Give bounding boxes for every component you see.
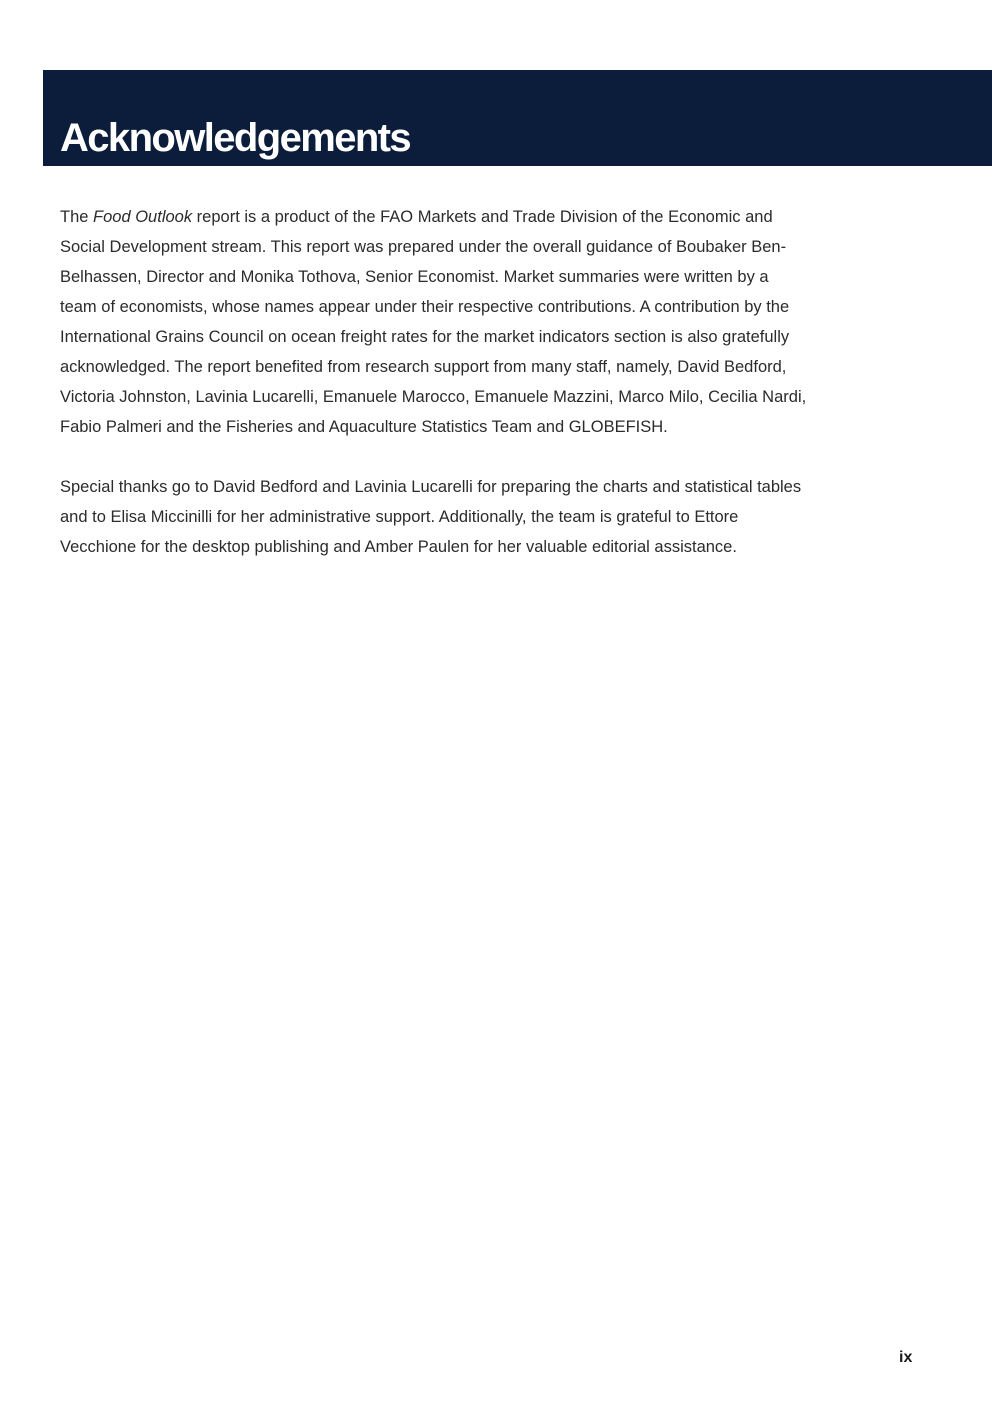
text-line: Social Development stream. This report was prepared under the overall guidance of Boubaker Ben-	[60, 238, 787, 256]
text-line: Vecchione for the desktop publishing and Amber Paulen for her valuable editorial assistance.	[60, 538, 737, 556]
report-title-italic: Food Outlook	[93, 208, 193, 226]
page-number: ix	[899, 1349, 913, 1366]
text-line: Fabio Palmeri and the Fisheries and Aquaculture Statistics Team and GLOBEFISH.	[60, 418, 668, 436]
text-run: The	[60, 208, 94, 226]
text-line: acknowledged. The report benefited from research support from many staff, namely, David Bedford,	[60, 358, 787, 376]
text-line: Victoria Johnston, Lavinia Lucarelli, Emanuele Marocco, Emanuele Mazzini, Marco Milo, Cecilia Nardi,	[60, 388, 807, 406]
text-line: team of economists, whose names appear under their respective contributions. A contribution by the	[60, 298, 790, 316]
text-line: International Grains Council on ocean freight rates for the market indicators section is also gratefully	[60, 328, 790, 346]
text-line: Special thanks go to David Bedford and Lavinia Lucarelli for preparing the charts and statistical tables	[60, 478, 802, 496]
header-band	[43, 70, 992, 166]
text-run: report is a product of the FAO Markets and Trade Division of the Economic and	[192, 208, 773, 226]
page-title: Acknowledgements	[60, 116, 411, 160]
body-text	[60, 202, 870, 562]
text-line	[60, 202, 870, 232]
text-line: and to Elisa Miccinilli for her administrative support. Additionally, the team is grateful to Ettore	[60, 508, 739, 526]
paragraph-thanks	[60, 472, 870, 562]
text-line: Belhassen, Director and Monika Tothova, Senior Economist. Market summaries were written by a	[60, 268, 769, 286]
paragraph-intro	[60, 202, 870, 442]
